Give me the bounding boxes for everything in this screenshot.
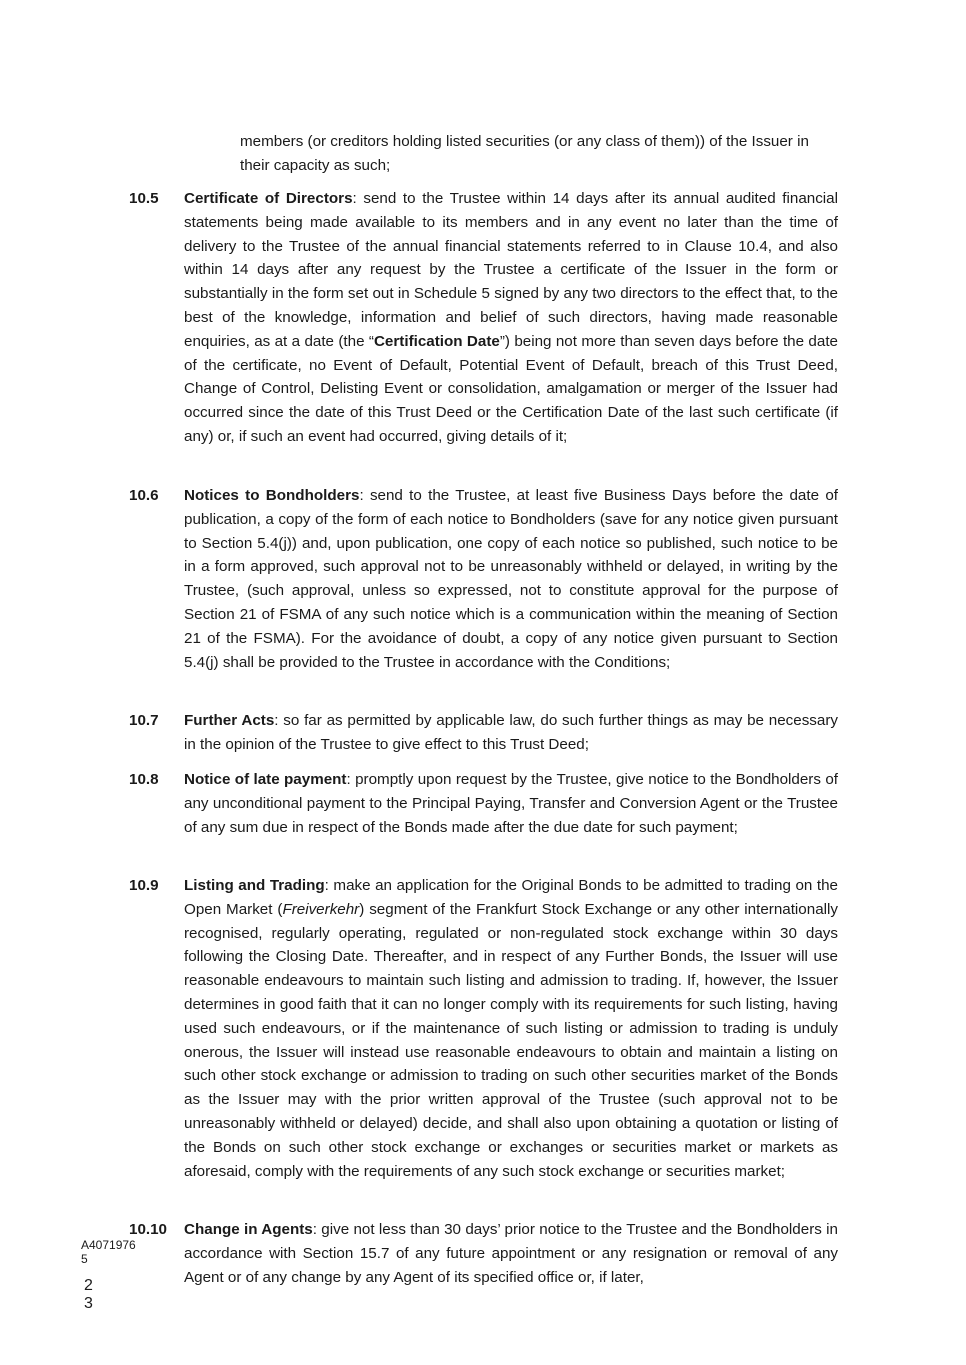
document-reference-line2: 5 xyxy=(81,1252,88,1266)
clause-body xyxy=(184,874,838,1183)
clause-number: 10.6 xyxy=(129,487,159,504)
clause-body xyxy=(184,1218,838,1289)
clause-body xyxy=(184,768,838,839)
clause-number: 10.10 xyxy=(129,1221,168,1238)
clause-text: : so far as permitted by applicable law, do such further things as may be necessary in the opinion of the Trustee to give effect to this Trust Deed; xyxy=(184,712,838,753)
clause-body xyxy=(184,484,838,674)
page-number xyxy=(84,1277,104,1312)
page-number-line1: 2 xyxy=(84,1277,93,1294)
clause-10-9 xyxy=(129,874,838,1183)
clause-heading: Notice of late payment xyxy=(184,771,347,788)
clause-text: : make an application for the Original Bonds to be admitted to trading on the Open Market ( xyxy=(184,877,839,918)
clause-heading: Listing and Trading xyxy=(184,877,325,894)
clause-text-continued: ) segment of the Frankfurt Stock Exchange or any other internationally recognised, regularly operating, regulated or non-regulated stock exchange within 30 days following the Closing Date. Thereafter, and in respect of any Further Bonds, the Issuer will use reasonable endeavours to maintain such listing and admission to trading. If, however, the Issuer determines in good faith that it can no longer comply with its requirements for such listing, having used such endeavours, or if the maintenance of such listing or admission to trading is unduly onerous, the Issuer will instead use reasonable endeavours to obtain and maintain a listing on such other stock exchange or admission to trading on such other securities market of the Bonds as the Issuer may with the prior written approval of the Trustee (such approval not to be unreasonably withheld or delayed) decide, and shall also upon obtaining a quotation or listing of the Bonds on such other stock exchange or exchanges or securities market or markets as aforesaid, comply with the requirements of any such stock exchange or securities market; xyxy=(184,900,838,1180)
document-reference xyxy=(81,1238,151,1266)
clause-body xyxy=(184,709,838,757)
clause-text: : give not less than 30 days’ prior notice to the Trustee and the Bondholders in accordance with Section 15.7 of any future appointment or any resignation or removal of any Agent or of any change by any Agent of its specified office or, if later, xyxy=(184,1221,838,1286)
clause-heading: Change in Agents xyxy=(184,1221,313,1238)
defined-term: Certification Date xyxy=(373,332,500,350)
clause-number: 10.8 xyxy=(129,771,159,788)
clause-10-6 xyxy=(129,484,838,674)
clause-10-8 xyxy=(129,768,838,839)
clause-10-7 xyxy=(129,709,838,757)
clause-heading: Further Acts xyxy=(184,712,275,729)
clause-text-continued: ”) being not more than seven days before the date of the certificate, no Event of Default, Potential Event of Default, breach of this Trust Deed, Change of Control, Delisting Event or consolidation, amalgamation or merger of the Issuer had occurred since the date of this Trust Deed or the Certification Date of the last such certificate (if any) or, if such an event had occurred, giving details of it; xyxy=(184,332,838,445)
clause-body xyxy=(184,187,838,449)
italic-term: Freiverkehr xyxy=(282,900,360,918)
document-reference-line1: A4071976 xyxy=(81,1238,136,1252)
clause-text: : promptly upon request by the Trustee, give notice to the Bondholders of any unconditional payment to the Principal Paying, Transfer and Conversion Agent or the Trustee of any sum due in respect of the Bonds made after the due date for such payment; xyxy=(184,771,838,836)
clause-text: : send to the Trustee, at least five Business Days before the date of publication, a copy of the form of each notice to Bondholders (save for any notice given pursuant to Section 5.4(j)) and, upon publication, one copy of each notice so published, such notice to be in a form approved, such approval not to be unreasonably withheld or delayed, in writing by the Trustee, (such approval, unless so expressed, not to constitute approval for the purpose of Section 21 of FSMA of any such notice which is a communication within the meaning of Section 21 of the FSMA). For the avoidance of doubt, a copy of any notice given pursuant to Section 5.4(j) shall be provided to the Trustee in accordance with the Conditions; xyxy=(184,487,838,671)
clause-10-5 xyxy=(129,187,838,449)
clause-10-10 xyxy=(129,1218,838,1289)
clause-number: 10.9 xyxy=(129,877,159,894)
clause-number: 10.5 xyxy=(129,190,159,207)
continuation-text: members (or creditors holding listed securities (or any class of them)) of the Issuer in their capacity as such; xyxy=(240,133,809,174)
continuation-paragraph xyxy=(240,130,838,177)
clause-heading: Notices to Bondholders xyxy=(184,487,360,504)
clause-number: 10.7 xyxy=(129,712,159,729)
clause-text: : send to the Trustee within 14 days after its annual audited financial statements being made available to its members and in any event no later than the time of delivery to the Trustee of the annual financial statements referred to in Clause 10.4, and also within 14 days after any request by the Trustee a certificate of the Issuer in the form or substantially in the form set out in Schedule 5 signed by any two directors to the effect that, to the best of the knowledge, information and belief of such directors, having made reasonable enquiries, as at a date (the “ xyxy=(184,190,838,350)
page-number-line2: 3 xyxy=(84,1295,93,1312)
clause-heading: Certificate of Directors xyxy=(184,190,353,207)
